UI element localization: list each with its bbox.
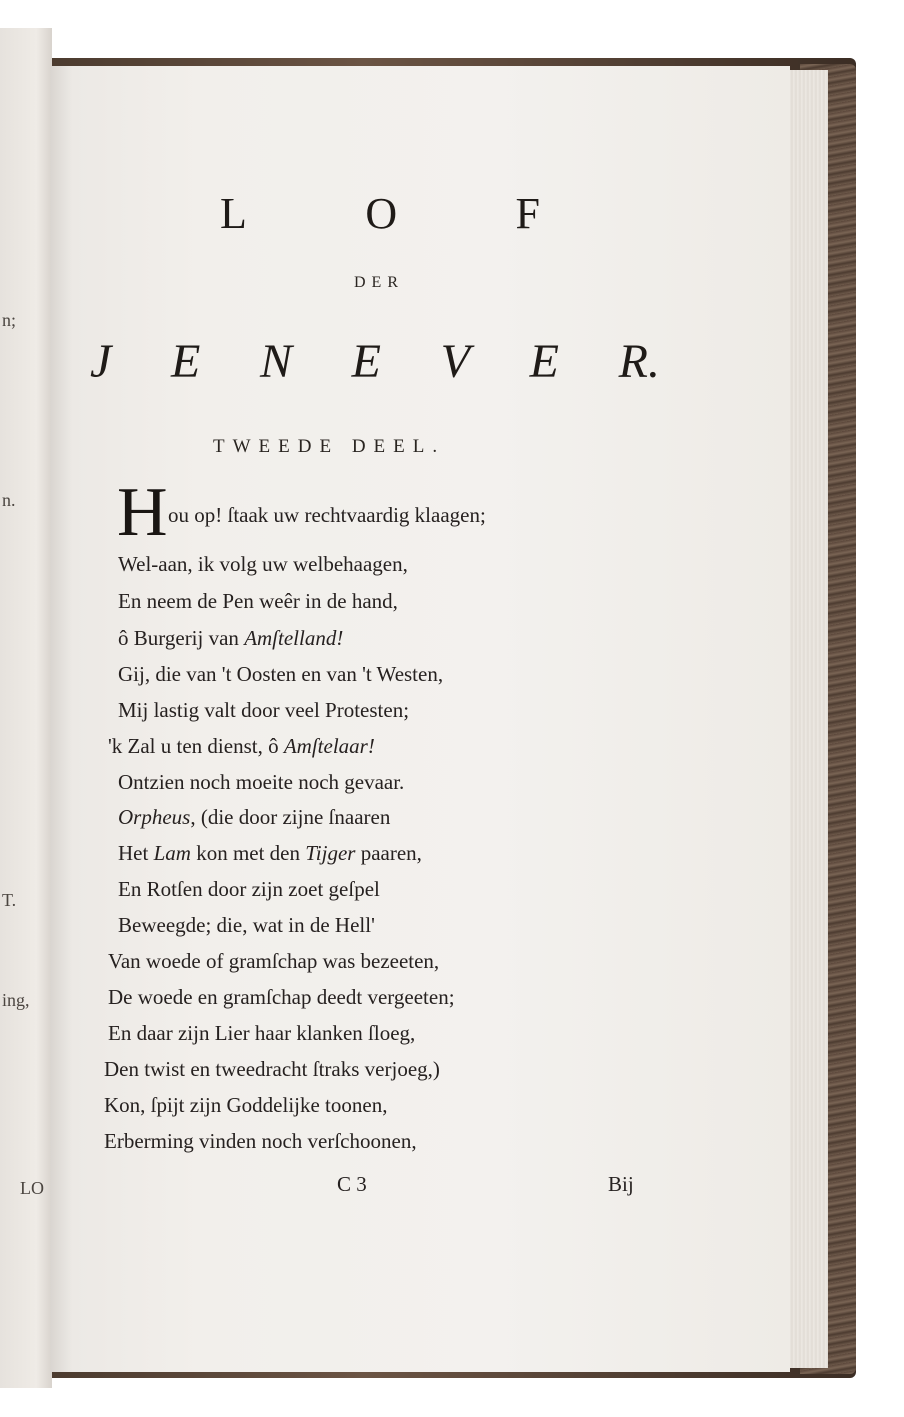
poem-line: En Rotſen door zijn zoet geſpel [118, 877, 380, 901]
poem-line: Kon, ſpijt zijn Goddelijke toonen, [104, 1093, 388, 1117]
poem-line: Wel-aan, ik volg uw welbehaagen, [118, 552, 408, 576]
title-der: DER [354, 274, 404, 291]
title-letter: N [259, 335, 292, 388]
title-letter: L [220, 189, 247, 238]
left-page-fragment: ing, [2, 990, 30, 1010]
poem-line: Het Lam kon met den Tijger paaren, [118, 841, 422, 865]
title-letter: O [365, 189, 398, 238]
left-page-fragment: n. [2, 490, 16, 510]
poem-line: En neem de Pen weêr in de hand, [118, 589, 398, 613]
poem-line: Erberming vinden noch verſchoonen, [104, 1129, 417, 1153]
poem-line: ou op! ſtaak uw rechtvaardig klaagen; [168, 503, 486, 527]
title-letter: J [90, 335, 112, 388]
poem-line: Mij lastig valt door veel Protesten; [118, 698, 410, 722]
title-lof [220, 188, 540, 239]
left-page-fragment: T. [2, 890, 17, 910]
section-subtitle: TWEEDE DEEL. [213, 436, 446, 457]
title-letter: V [440, 335, 470, 388]
signature-mark: C 3 [337, 1172, 367, 1196]
title-letter: E [351, 335, 381, 388]
poem-line: Gij, die van 't Oosten en van 't Westen, [118, 662, 444, 686]
poem-line: ô Burgerij van Amſtelland! [118, 626, 344, 650]
poem-line: Orpheus, (die door zijne ſnaaren [118, 805, 391, 829]
title-letter: R. [618, 335, 660, 388]
poem-line: 'k Zal u ten dienst, ô Amſtelaar! [108, 734, 375, 758]
poem-line: En daar zijn Lier haar klanken ſloeg, [108, 1021, 416, 1045]
poem-line: Den twist en tweedracht ſtraks verjoeg,) [104, 1057, 440, 1081]
left-page-fragment: n; [2, 310, 17, 330]
poem-line: Ontzien noch moeite noch gevaar. [118, 770, 405, 794]
title-letter: E [529, 335, 559, 388]
catchword: Bij [608, 1172, 634, 1196]
poem-line: De woede en gramſchap deedt vergeeten; [108, 985, 455, 1009]
poem-line: Van woede of gramſchap was bezeeten, [108, 949, 440, 973]
poem-line: Beweegde; die, wat in de Hell' [118, 913, 375, 937]
title-letter: E [170, 335, 201, 388]
title-jenever [90, 334, 660, 389]
drop-cap: H [117, 474, 168, 551]
title-letter: F [515, 189, 540, 238]
left-page-fragment: LO [20, 1178, 44, 1198]
